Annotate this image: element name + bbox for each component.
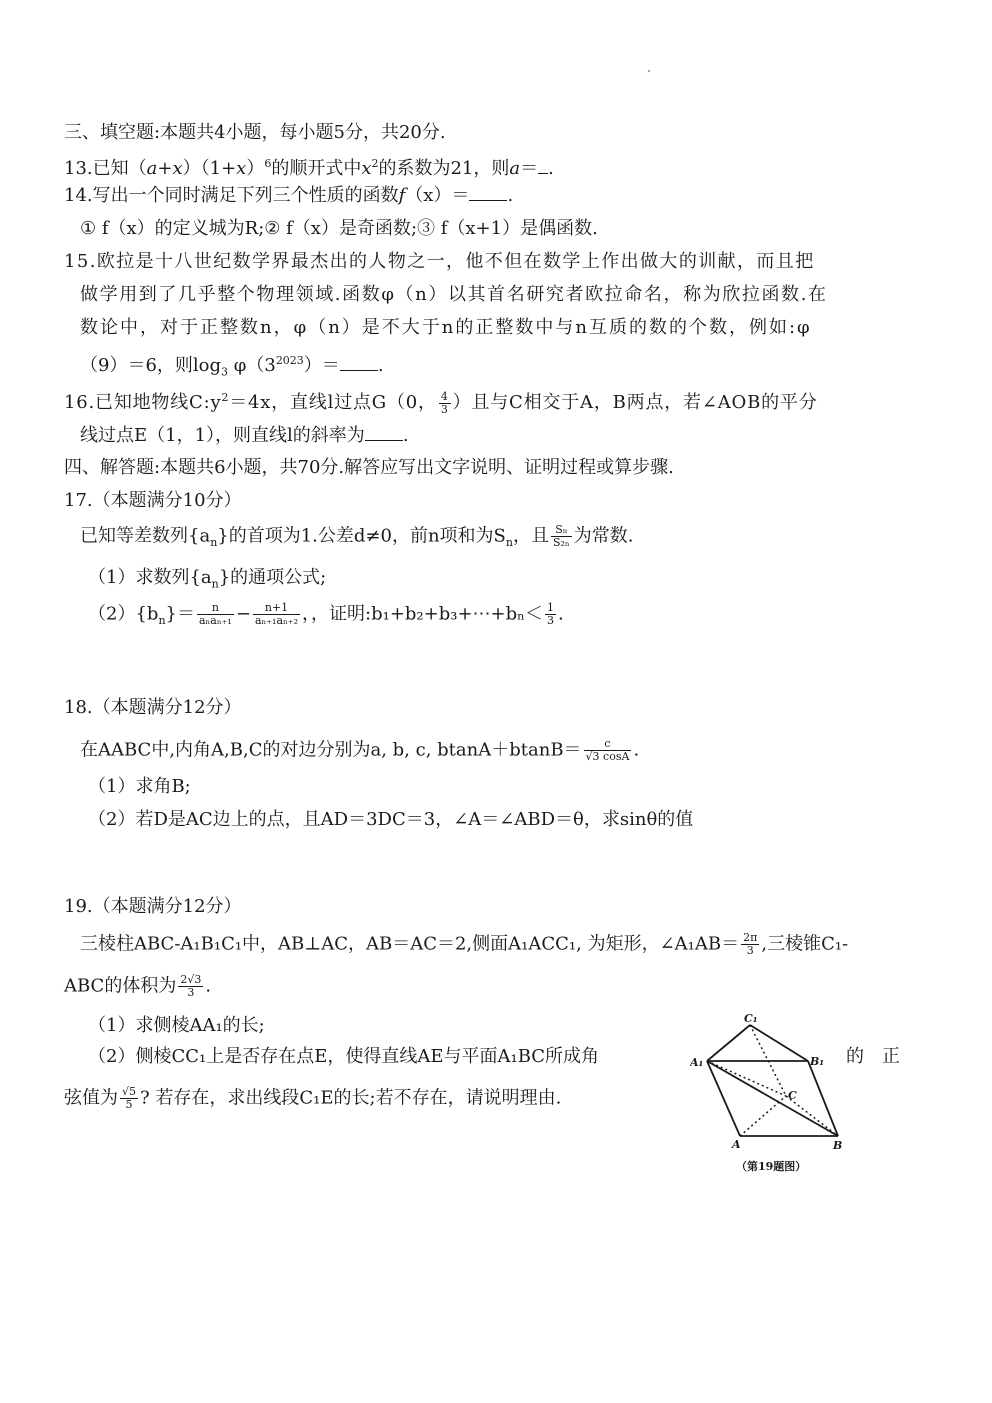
fraction-1-3: $\frac{1}{3}$: [546, 601, 554, 627]
question-15-line4: （9）＝6，则$\log_3 \varphi(3^{2023})=$ .: [80, 354, 384, 379]
fraction-2sqrt3-3: $\frac{2√3}{3}$: [180, 973, 202, 999]
question-19-stem-line2: ABC的体积为 $\frac{2√3}{3}$ .: [64, 973, 212, 999]
question-17-header: 17.（本题满分10分）: [64, 490, 242, 511]
edge-a-c: [740, 1096, 786, 1136]
question-13: 13.已知$(a+x)(1+x)^6$的顺开式中$x^2$的系数为21，则a＝ .: [64, 157, 554, 179]
label-a1: A₁: [690, 1056, 704, 1069]
question-15-line2: 做学用到了几乎整个物理领域.函数φ（n）以其首名研究者欧拉命名，称为欣拉函数.在: [80, 284, 828, 305]
prism-figure: [690, 1008, 860, 1180]
fraction-c-sqrt3cosA: $\frac{c}{√3 \cos A}$: [585, 737, 630, 763]
edge-c1-a1: [707, 1025, 750, 1061]
question-14-conditions: ① f（x）的定义城为R;② f（x）是奇函数;③ f（x+1）是偶函数.: [80, 218, 598, 239]
question-19-part2-line1: （2）侧棱CC₁上是否存在点E，使得直线AE与平面A₁BC所成角: [88, 1046, 600, 1067]
question-16-line2: 线过点E（1，1），则直线l的斜率为 .: [80, 425, 409, 446]
prism-hidden-edges: [707, 1025, 838, 1136]
question-15-line3: 数论中，对于正整数n，φ（n）是不大于n的正整数中与n互质的数的个数，例如:φ: [80, 317, 812, 338]
edge-a1-b: [707, 1061, 838, 1136]
fraction-n1-an1an2: $\frac{n+1}{\text{aₙ₊₁aₙ₊₂}}$: [254, 601, 299, 627]
question-15-line1: 15.欧拉是十八世纪数学界最杰出的人物之一，他不但在数学上作出做大的训献，而且把: [64, 251, 815, 272]
scan-dot: [648, 70, 650, 72]
question-19-part2-line2: 弦值为 $\frac{√5}{5}$ ? 若存在，求出线段C₁E的长;若不存在，请说明理由.: [64, 1085, 562, 1111]
question-19-part1: （1）求侧棱AA₁的长;: [88, 1015, 265, 1036]
question-17-stem: 已知等差数列$\{a_n\}$的首项为1.公差d≠0，前n项和为$S_n$，且 $\frac{\text{Sₙ}}{\text{S₂ₙ}}$ 为常数.: [80, 523, 634, 550]
question-17-part2: $(2)\{b_n\}=$ $\frac{n}{\text{aₙaₙ₊₁}}$ − $\frac{n+1}{\text{aₙ₊₁aₙ₊₂}}$ ，，证明:b₁+b₂+b₃+⋯+bₙ＜ $\frac{1}{3}$ .: [88, 601, 564, 628]
answer-blank: [340, 354, 378, 371]
label-c1: C₁: [744, 1012, 758, 1025]
fraction-2pi-3: $\frac{2\pi}{3}$: [743, 931, 758, 957]
question-16-line1: 16.已知地物线$C:y^2=4x$，直线l过点G（0， $\frac{4}{3}$ ）且与C相交于A，B两点，若∠AOB的平分: [64, 389, 818, 416]
question-14: 14.写出一个同时满足下列三个性质的函数f（x）＝ .: [64, 185, 514, 206]
label-a: A: [732, 1138, 741, 1151]
question-18-part2: （2）若D是AC边上的点，且AD＝3DC＝3，∠A＝∠ABD＝θ，求sinθ的值: [88, 809, 694, 830]
question-17-part1: （1）求数列$\{a_n\}$的通项公式;: [88, 567, 327, 591]
edge-c1-b1: [750, 1025, 808, 1061]
answer-blank: [469, 184, 507, 201]
question-18-part1: （1）求角B;: [88, 776, 191, 797]
section-4-title: 四、解答题:本题共6小题，共70分.解答应写出文字说明、证明过程或算步骤.: [64, 457, 674, 478]
section-3-title: 三、填空题:本题共4小题，每小题5分，共20分.: [64, 122, 446, 143]
fraction-sn-s2n: $\frac{\text{Sₙ}}{\text{S₂ₙ}}$: [552, 523, 570, 549]
answer-blank: [538, 157, 548, 174]
fraction-sqrt5-5: $\frac{√5}{5}$: [122, 1085, 137, 1111]
prism-solid-edges: [707, 1025, 838, 1136]
question-18-header: 18.（本题满分12分）: [64, 697, 242, 718]
answer-blank: [365, 424, 403, 441]
edge-a1-a: [707, 1061, 740, 1136]
label-b: B: [833, 1139, 843, 1152]
label-b1: B₁: [810, 1055, 825, 1068]
figure-caption: （第19题图）: [736, 1160, 807, 1173]
fraction-n-anan1: $\frac{n}{\text{aₙaₙ₊₁}}$: [198, 601, 232, 627]
edge-a1-c: [707, 1061, 786, 1096]
label-c: C: [788, 1089, 797, 1102]
question-18-stem: 在AABC中,内角A,B,C的对边分别为a, b, c, btanA＋btanB＝ $\frac{c}{√3 \cos A}$ .: [80, 737, 640, 763]
fraction-4-3: $\frac{4}{3}$: [440, 389, 449, 416]
question-19-header: 19.（本题满分12分）: [64, 896, 242, 917]
question-19-part2-line1-end: 的 正: [846, 1046, 900, 1067]
question-19-stem-line1: 三棱柱ABC-A₁B₁C₁中，AB⊥AC，AB＝AC＝2,侧面A₁ACC₁, 为矩形，∠A₁AB＝ $\frac{2\pi}{3}$ ,三棱锥C₁-: [80, 931, 849, 957]
